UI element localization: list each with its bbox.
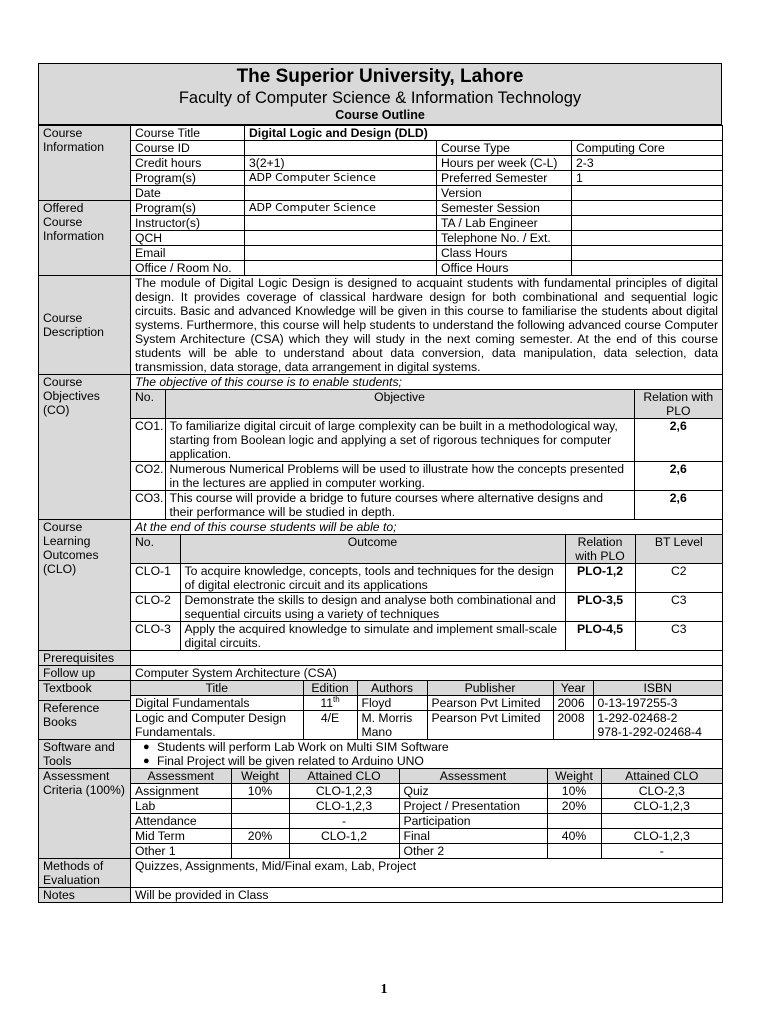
assessment-weight: 20% [547,799,601,814]
assessment-name: Final [399,829,547,844]
field-label: Course Type [437,141,572,156]
reference-title: Logic and Computer Design Fundamentals. [131,711,303,740]
reference-isbn [593,711,722,740]
section-label-course-info: Course Information [39,126,131,201]
section-label-description: Course Description [39,276,131,375]
reference-year: 2008 [553,711,593,740]
outcome-bt: C3 [635,622,722,651]
assessment-clo [289,844,399,859]
assessment-clo [601,814,722,829]
column-header-plo: Relation with PLO [565,535,635,564]
outcome-row [131,622,722,651]
field-label: Program(s) [131,171,245,186]
faculty-name: Faculty of Computer Science & Information Technology [178,89,582,107]
outcome-row [131,564,722,593]
prerequisites-value [131,651,723,666]
phone-value [572,231,723,246]
column-header-clo: Attained CLO [601,769,722,784]
assessment-name: Other 2 [399,844,547,859]
field-label: Course ID [131,141,245,156]
assessment-name: Project / Presentation [399,799,547,814]
course-title-value: Digital Logic and Design (DLD) [245,126,723,141]
university-name: The Superior University, Lahore [236,66,524,87]
assessment-name: Participation [399,814,547,829]
assessment-row [131,799,722,814]
reference-isbn-10: 1-292-02468-2 [597,711,678,725]
assessment-name: Assignment [131,784,231,799]
outcome-no: CLO-1 [131,564,180,593]
assessment-clo: - [289,814,399,829]
edition-suffix: th [332,695,340,704]
field-label: Telephone No. / Ext. [437,231,572,246]
field-label: Program(s) [131,201,245,216]
assessment-table [131,769,722,858]
column-header-no: No. [131,535,180,564]
objective-text: This course will provide a bridge to future courses where alternative designs and their performance will be studied in depth. [165,491,634,520]
textbook-authors: Floyd [357,696,427,711]
column-header-weight: Weight [231,769,289,784]
objective-no: CO1. [131,419,165,462]
page-number: 1 [380,982,388,997]
assessment-weight: 10% [231,784,289,799]
column-header-weight: Weight [547,769,601,784]
software-list [131,740,723,769]
field-label: Instructor(s) [131,216,245,231]
section-label-prerequisites: Prerequisites [39,651,131,666]
outcome-bt: C2 [635,564,722,593]
column-header-year: Year [553,681,593,696]
document-title: Course Outline [335,108,425,122]
software-item: ● Final Project will be given related to Arduino UNO [135,754,718,768]
assessment-weight [231,799,289,814]
course-outline-table [38,125,723,903]
offered-program-value: ADP Computer Science [245,201,437,216]
outcomes-block [131,520,723,651]
column-header-clo: Attained CLO [289,769,399,784]
outcome-row [131,593,722,622]
column-header-assessment: Assessment [399,769,547,784]
textbook-isbn: 0-13-197255-3 [593,696,722,711]
section-label-objectives: Course Objectives (CO) [39,375,131,520]
column-header-assessment: Assessment [131,769,231,784]
reference-publisher: Pearson Pvt Limited [427,711,553,740]
reference-authors: M. Morris Mano [357,711,427,740]
section-label-reference: Reference Books [39,701,131,740]
textbook-title: Digital Fundamentals [131,696,303,711]
textbook-publisher: Pearson Pvt Limited [427,696,553,711]
outcome-plo: PLO-3,5 [565,593,635,622]
outcome-plo: PLO-4,5 [565,622,635,651]
assessment-name: Attendance [131,814,231,829]
section-label-textbook: Textbook [39,681,131,701]
objective-plo: 2,6 [634,419,722,462]
field-label: Email [131,246,245,261]
column-header-objective: Objective [165,390,634,419]
reference-row [131,711,722,740]
ta-value [572,216,723,231]
assessment-weight [231,814,289,829]
preferred-semester-value: 1 [572,171,723,186]
reference-isbn-13: 978-1-292-02468-4 [597,725,702,739]
assessment-clo: CLO-1,2,3 [601,829,722,844]
notes-value: Will be provided in Class [131,888,723,903]
field-label: Hours per week (C-L) [437,156,572,171]
edition-number: 11 [320,696,333,710]
textbook-row [131,696,722,711]
section-label-followup: Follow up [39,666,131,681]
column-header-edition: Edition [303,681,357,696]
assessment-clo: CLO-1,2,3 [289,799,399,814]
field-label: Office / Room No. [131,261,245,276]
course-type-value: Computing Core [572,141,723,156]
objective-text: Numerous Numerical Problems will be used to illustrate how the concepts presented in the lectures are applied in computer working. [165,462,634,491]
column-header-isbn: ISBN [593,681,722,696]
assessment-weight [547,814,601,829]
field-label: Office Hours [437,261,572,276]
outcomes-intro: At the end of this course students will be able to; [131,520,722,535]
column-header-plo: Relation with PLO [634,390,722,419]
section-label-methods: Methods of Evaluation [39,859,131,888]
outcome-no: CLO-3 [131,622,180,651]
assessment-block [131,769,723,859]
column-header-outcome: Outcome [180,535,565,564]
email-value [245,246,437,261]
assessment-name: Quiz [399,784,547,799]
assessment-name: Other 1 [131,844,231,859]
textbook-edition [303,696,357,711]
books-table [131,681,722,739]
course-description-text: The module of Digital Logic Design is designed to acquaint students with fundamental principles of digital design. It provides coverage of classical hardware design for both combinational and sequential logic circuits. Basic and advanced Knowledge will be given in this course to familiarise the students about digital systems. Furthermore, this course will help students to understand the following advanced course Computer System Architecture (CSA) which they will study in the next coming semester. At the end of this course students will be able to understand about data conversion, data manipulation, data selection, data transmission, data storage, data arrangement in digital systems. [131,276,723,375]
textbook-year: 2006 [553,696,593,711]
class-hours-value [572,246,723,261]
column-header-publisher: Publisher [427,681,553,696]
column-header-title: Title [131,681,303,696]
assessment-row [131,829,722,844]
assessment-clo: CLO-1,2 [289,829,399,844]
outcome-text: Apply the acquired knowledge to simulate and implement small-scale digital circuits. [180,622,565,651]
outcome-bt: C3 [635,593,722,622]
outcome-text: Demonstrate the skills to design and analyse both combinational and sequential circuits using a variety of techniques [180,593,565,622]
office-hours-value [572,261,723,276]
section-label-offered-info: Offered Course Information [39,201,131,276]
assessment-row [131,814,722,829]
column-header-authors: Authors [357,681,427,696]
assessment-clo: CLO-1,2,3 [601,799,722,814]
field-label: Class Hours [437,246,572,261]
semester-session-value [572,201,723,216]
field-label: Preferred Semester [437,171,572,186]
version-value [572,186,723,201]
assessment-clo: CLO-2,3 [601,784,722,799]
field-label: Semester Session [437,201,572,216]
field-label: Credit hours [131,156,245,171]
outcomes-table [131,520,722,650]
objective-row [131,462,722,491]
assessment-weight [547,844,601,859]
column-header-bt-level: BT Level [635,535,722,564]
objective-row [131,419,722,462]
assessment-weight: 20% [231,829,289,844]
outcome-plo: PLO-1,2 [565,564,635,593]
software-item: ● Students will perform Lab Work on Multi SIM Software [135,740,718,754]
field-label: Course Title [131,126,245,141]
hours-per-week-value: 2-3 [572,156,723,171]
section-label-outcomes: Course Learning Outcomes (CLO) [39,520,131,651]
assessment-name: Lab [131,799,231,814]
assessment-row [131,844,722,859]
objective-plo: 2,6 [634,491,722,520]
credit-hours-value: 3(2+1) [245,156,437,171]
field-label: Version [437,186,572,201]
methods-value: Quizzes, Assignments, Mid/Final exam, Lab, Project [131,859,723,888]
objectives-table [131,375,722,519]
objective-row [131,491,722,520]
assessment-name: Mid Term [131,829,231,844]
course-id-value [245,141,437,156]
field-label: TA / Lab Engineer [437,216,572,231]
followup-value: Computer System Architecture (CSA) [131,666,723,681]
assessment-clo: CLO-1,2,3 [289,784,399,799]
objective-no: CO2. [131,462,165,491]
reference-edition: 4/E [303,711,357,740]
document-header [38,63,722,125]
assessment-weight [231,844,289,859]
column-header-no: No. [131,390,165,419]
books-block [131,681,723,740]
assessment-clo: - [601,844,722,859]
objective-plo: 2,6 [634,462,722,491]
field-label: QCH [131,231,245,246]
objective-no: CO3. [131,491,165,520]
program-value: ADP Computer Science [245,171,437,186]
office-value [245,261,437,276]
outcome-no: CLO-2 [131,593,180,622]
objective-text: To familiarize digital circuit of large complexity can be built in a methodological way, starting from Boolean logic and applying a set of rigorous techniques for computer application. [165,419,634,462]
qch-value [245,231,437,246]
section-label-software: Software and Tools [39,740,131,769]
assessment-weight: 10% [547,784,601,799]
date-value [245,186,437,201]
outcome-text: To acquire knowledge, concepts, tools and techniques for the design of digital electronic circuit and its applications [180,564,565,593]
course-outline-sheet [38,63,722,903]
objectives-intro: The objective of this course is to enable students; [131,375,722,390]
objectives-block [131,375,723,520]
field-label: Date [131,186,245,201]
assessment-weight: 40% [547,829,601,844]
section-label-notes: Notes [39,888,131,903]
assessment-row [131,784,722,799]
section-label-assessment: Assessment Criteria (100%) [39,769,131,859]
instructor-value [245,216,437,231]
